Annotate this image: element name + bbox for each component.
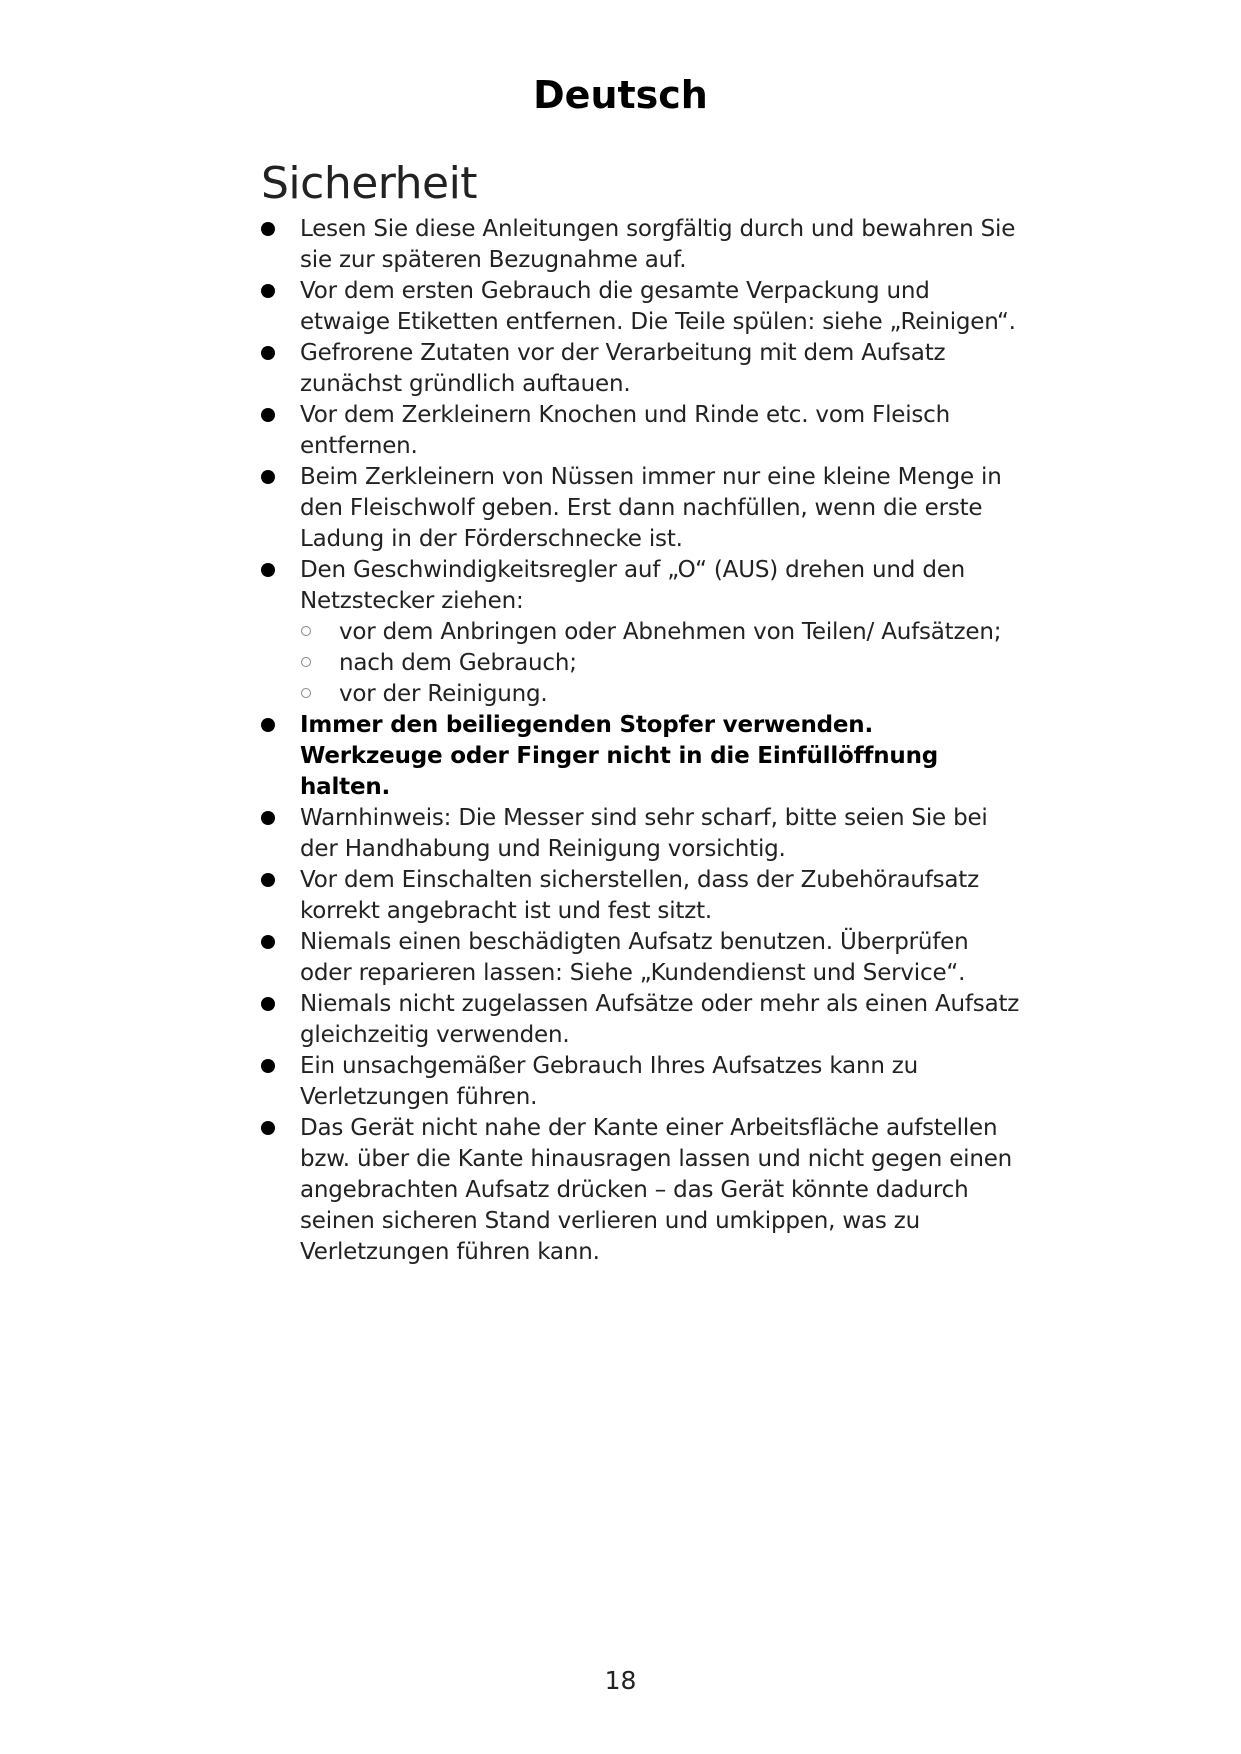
sub-list-item [339,617,1020,648]
item-text: Niemals einen beschädigten Aufsatz benutzen. Überprüfen oder reparieren lassen: Siehe „Kundendienst und Service“. [300,929,969,986]
sub-item-text: vor dem Anbringen oder Abnehmen von Teilen/ Aufsätzen; [339,619,1002,645]
bullet-icon [261,873,275,887]
language-heading: Deutsch [533,73,708,117]
sub-item-text: nach dem Gebrauch; [339,650,577,676]
list-item [300,927,1020,989]
item-text: Vor dem ersten Gebrauch die gesamte Verpackung und etwaige Etiketten entfernen. Die Teile spülen: siehe „Reinigen“. [300,278,1016,335]
list-item [300,1113,1020,1268]
bullet-icon [261,1059,275,1073]
list-item [300,989,1020,1051]
item-text: Lesen Sie diese Anleitungen sorgfältig durch und bewahren Sie sie zur späteren Bezugnahme auf. [300,216,1016,273]
hollow-bullet-icon [301,657,311,667]
item-text: Vor dem Einschalten sicherstellen, dass der Zubehöraufsatz korrekt angebracht ist und fest sitzt. [300,867,979,924]
list-item [300,214,1020,276]
item-text: Vor dem Zerkleinern Knochen und Rinde etc. vom Fleisch entfernen. [300,402,951,459]
item-text: Ein unsachgemäßer Gebrauch Ihres Aufsatzes kann zu Verletzungen führen. [300,1053,919,1110]
bullet-icon [261,997,275,1011]
item-text: Den Geschwindigkeitsregler auf „O“ (AUS) drehen und den Netzstecker ziehen: [300,557,966,614]
bullet-icon [261,718,275,732]
list-item [300,338,1020,400]
hollow-bullet-icon [301,626,311,636]
bullet-icon [261,811,275,825]
list-item [300,1051,1020,1113]
hollow-bullet-icon [301,688,311,698]
sub-list [300,617,1020,710]
item-text: Immer den beiliegenden Stopfer verwenden. Werkzeuge oder Finger nicht in die Einfüllöffnung halten. [300,712,939,800]
item-text: Warnhinweis: Die Messer sind sehr scharf, bitte seien Sie bei der Handhabung und Reinigung vorsichtig. [300,805,988,862]
bullet-icon [261,222,275,236]
bullet-icon [261,346,275,360]
bullet-icon [261,563,275,577]
section-title: Sicherheit [261,158,478,209]
safety-instructions-list [300,214,1020,1268]
item-text: Niemals nicht zugelassen Aufsätze oder mehr als einen Aufsatz gleichzeitig verwenden. [300,991,1020,1048]
bullet-icon [261,470,275,484]
sub-list-item [339,648,1020,679]
item-text: Gefrorene Zutaten vor der Verarbeitung mit dem Aufsatz zunächst gründlich auftauen. [300,340,946,397]
list-item [300,803,1020,865]
page-number: 18 [604,1666,637,1695]
bullet-icon [261,1121,275,1135]
sub-item-text: vor der Reinigung. [339,681,548,707]
list-item [300,865,1020,927]
list-item [300,276,1020,338]
list-item-warning [300,710,1020,803]
list-item [300,400,1020,462]
bullet-icon [261,284,275,298]
sub-list-item [339,679,1020,710]
item-text: Das Gerät nicht nahe der Kante einer Arbeitsfläche aufstellen bzw. über die Kante hinausragen lassen und nicht gegen einen angebrachten Aufsatz drücken – das Gerät könnte dadurch seinen sicheren Stand verlieren und umkippen, was zu Verletzungen führen kann. [300,1115,1013,1265]
item-text: Beim Zerkleinern von Nüssen immer nur eine kleine Menge in den Fleischwolf geben. Erst dann nachfüllen, wenn die erste Ladung in der Förderschnecke ist. [300,464,1002,552]
bullet-icon [261,408,275,422]
bullet-icon [261,935,275,949]
list-item [300,555,1020,710]
list-item [300,462,1020,555]
